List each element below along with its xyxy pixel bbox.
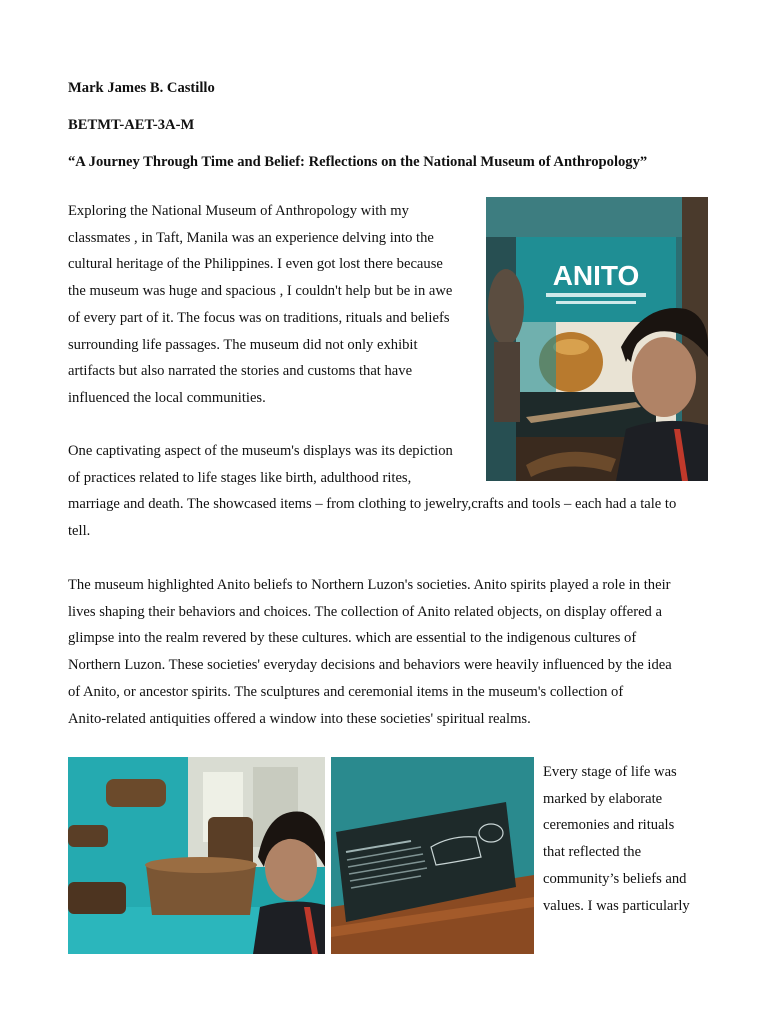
paragraph-3-line: The museum highlighted Anito beliefs to Northern Luzon's societies. Anito spirits played a role in their xyxy=(68,577,671,593)
artifact-display-selfie-photo xyxy=(68,757,325,954)
course-section: BETMT-AET-3A-M xyxy=(68,117,195,133)
paragraph-1-line: surrounding life passages. The museum did not only exhibit xyxy=(68,336,418,353)
paragraph-1-line: of every part of it. The focus was on traditions, rituals and beliefs xyxy=(68,309,450,326)
paragraph-4-line: Every stage of life was xyxy=(543,764,677,780)
paragraph-1-line: cultural heritage of the Philippines. I even got lost there because xyxy=(68,256,443,273)
paragraph-1 xyxy=(68,198,452,412)
description-panel-image xyxy=(331,757,534,954)
paragraph-3-line: Anito-related antiquities offered a window into these societies' spiritual realms. xyxy=(68,710,531,727)
paragraph-2-line: marriage and death. The showcased items – from clothing to jewelry,crafts and tools – each had a tale to xyxy=(68,496,677,513)
paragraph-1-line: artifacts but also narrated the stories and customs that have xyxy=(68,363,413,380)
paragraph-3-line: glimpse into the realm revered by these cultures. which are essential to the indigenous cultures of xyxy=(68,630,637,647)
anito-exhibit-selfie-photo xyxy=(486,197,708,481)
paragraph-4 xyxy=(543,759,690,919)
anito-exhibit-selfie-image xyxy=(486,197,708,481)
paragraph-4-line: community’s beliefs and xyxy=(543,870,687,887)
artifact-display-selfie-image xyxy=(68,757,325,954)
paragraph-1-line: influenced the local communities. xyxy=(68,389,266,406)
anito-sign-text: ANITO xyxy=(552,260,640,291)
paragraph-2-line: One captivating aspect of the museum's displays was its depiction xyxy=(68,443,453,459)
paragraph-3-line: of Anito, or ancestor spirits. The sculptures and ceremonial items in the museum's collection of xyxy=(68,683,624,700)
paragraph-4-line: ceremonies and rituals xyxy=(543,817,675,834)
paragraph-1-line: the museum was huge and spacious , I couldn't help but be in awe xyxy=(68,283,453,300)
paragraph-1-line: Exploring the National Museum of Anthropology with my xyxy=(68,203,409,219)
description-panel-photo xyxy=(331,757,534,954)
essay-title: “A Journey Through Time and Belief: Reflections on the National Museum of Anthropology” xyxy=(68,154,648,170)
paragraph-3-line: lives shaping their behaviors and choices. The collection of Anito related objects, on display offered a xyxy=(68,603,662,620)
paragraph-3 xyxy=(68,572,672,732)
paragraph-2-line: of practices related to life stages like birth, adulthood rites, xyxy=(68,469,412,486)
paragraph-4-line: values. I was particularly xyxy=(543,897,690,914)
paragraph-1-line: classmates , in Taft, Manila was an experience delving into the xyxy=(68,229,434,246)
paragraph-2-line: tell. xyxy=(68,523,91,540)
paragraph-3-line: Northern Luzon. These societies' everyday decisions and behaviors were heavily influenced by the idea xyxy=(68,657,672,674)
paragraph-4-line: marked by elaborate xyxy=(543,790,663,807)
author-name: Mark James B. Castillo xyxy=(68,80,215,96)
paragraph-4-line: that reflected the xyxy=(543,844,642,861)
